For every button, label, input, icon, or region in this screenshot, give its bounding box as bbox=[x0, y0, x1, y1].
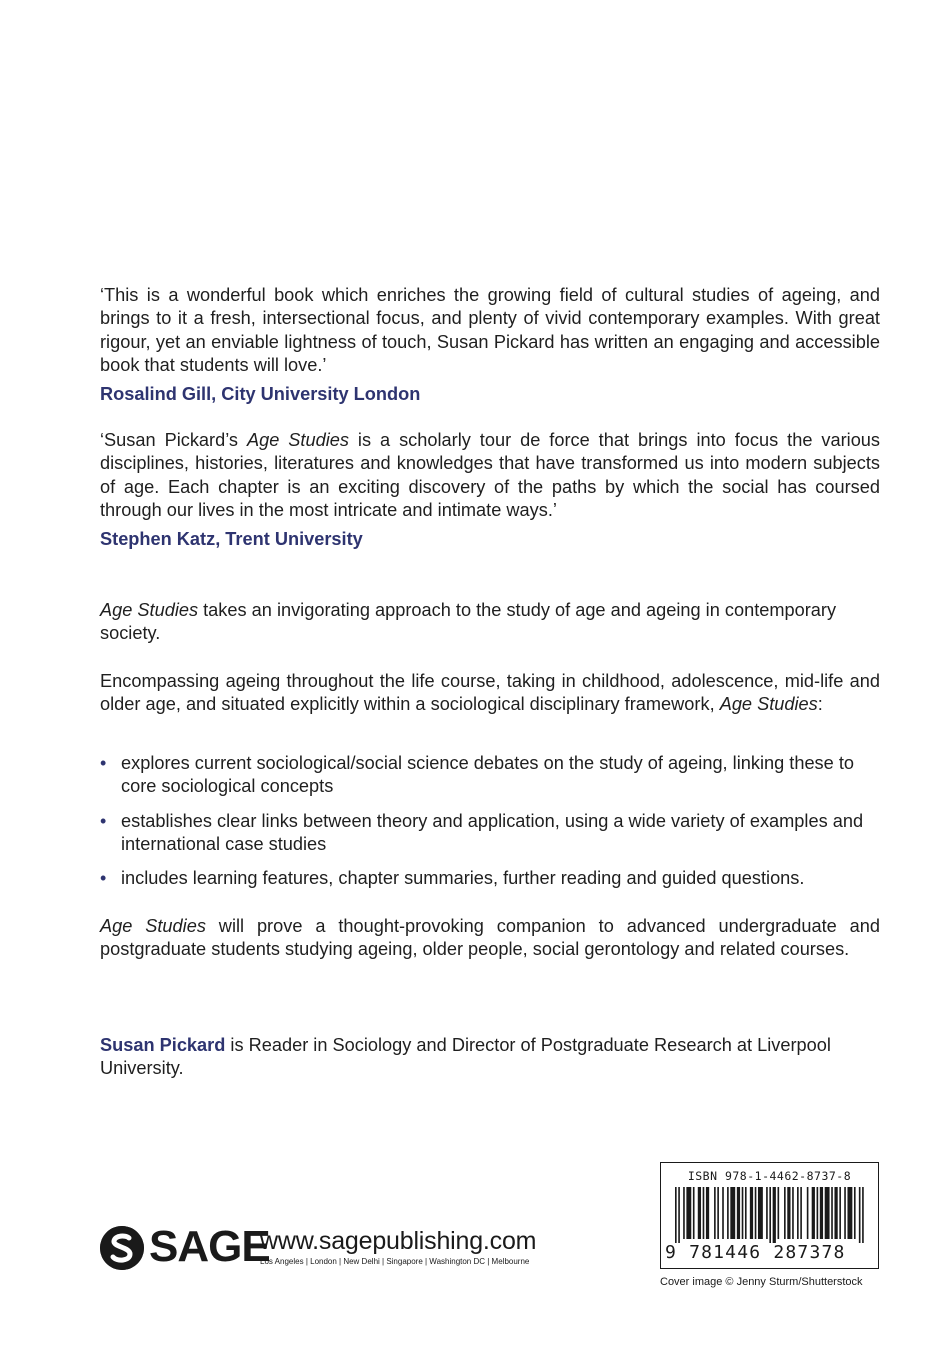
isbn-digits: 9 781446 287378 bbox=[665, 1242, 846, 1263]
quote-1-attribution: Rosalind Gill, City University London bbox=[100, 384, 421, 405]
barcode-bar bbox=[737, 1187, 740, 1239]
barcode-bar bbox=[773, 1187, 776, 1243]
quote-2-title: Age Studies bbox=[246, 430, 349, 450]
sage-wordmark: SAGE bbox=[149, 1222, 270, 1271]
endorsement-quote-2 bbox=[100, 429, 880, 551]
barcode-bar bbox=[844, 1187, 846, 1239]
quote-2-post: is a scholarly tour de force that brings into focus the various disciplines, histories, literatures and knowledges that have transformed us into modern subjects of age. Each chapter is an exciting discovery of the paths by which the social has coursed through our lives in the most intricate and intimate ways.’ bbox=[100, 430, 881, 520]
barcode-bar bbox=[742, 1187, 744, 1239]
barcode-bar bbox=[787, 1187, 790, 1239]
barcode-bar bbox=[769, 1187, 771, 1243]
barcode-bar bbox=[675, 1187, 677, 1243]
barcode-bar bbox=[730, 1187, 735, 1239]
barcode-bar bbox=[683, 1187, 685, 1239]
barcode-bar bbox=[703, 1187, 705, 1239]
barcode-bar bbox=[817, 1187, 819, 1239]
barcode-bar bbox=[839, 1187, 841, 1239]
quote-2-text bbox=[100, 429, 880, 522]
quote-1-text: ‘This is a wonderful book which enriches the growing field of cultural studies of ageing, and brings to it a fresh, intersectional focus, and plenty of vivid contemporary examples. With great rigour, yet an enviable lightness of touch, Susan Pickard has written an engaging and accessible book that students will love.’ bbox=[100, 285, 880, 375]
description-paragraph-1 bbox=[100, 599, 880, 646]
feature-list-item bbox=[100, 867, 880, 890]
bullet-icon: • bbox=[100, 810, 107, 831]
feature-text-3: includes learning features, chapter summaries, further reading and guided questions. bbox=[121, 868, 805, 889]
barcode-bar bbox=[831, 1187, 833, 1239]
isbn-label: ISBN 978-1-4462-8737-8 bbox=[687, 1169, 852, 1183]
barcode-bar bbox=[678, 1187, 680, 1243]
feature-list-item bbox=[100, 752, 880, 799]
barcode-bar bbox=[727, 1187, 729, 1239]
barcode-bar bbox=[766, 1187, 768, 1239]
barcode-bar bbox=[745, 1187, 747, 1239]
barcode-bars bbox=[675, 1187, 867, 1243]
desc-p1-title: Age Studies bbox=[100, 600, 199, 620]
barcode-bar bbox=[807, 1187, 809, 1239]
barcode-bar bbox=[854, 1187, 856, 1239]
desc-p2-colon: : bbox=[817, 694, 823, 715]
barcode-bar bbox=[812, 1187, 815, 1239]
feature-list-item bbox=[100, 810, 880, 857]
quote-2-attribution: Stephen Katz, Trent University bbox=[100, 529, 363, 550]
author-name: Susan Pickard bbox=[100, 1035, 226, 1055]
desc-p1-rest: takes an invigorating approach to the study of age and ageing in contemporary society. bbox=[100, 600, 837, 644]
bullet-icon: • bbox=[100, 868, 107, 889]
publisher-url[interactable]: www.sagepublishing.com bbox=[260, 1227, 537, 1255]
barcode-bar bbox=[859, 1187, 861, 1243]
desc-p3-rest: will prove a thought-provoking companion to advanced undergraduate and postgraduate students studying ageing, older people, social gerontology and related courses. bbox=[100, 916, 881, 960]
author-bio bbox=[100, 1034, 880, 1081]
barcode-bar bbox=[750, 1187, 753, 1239]
publisher-logo bbox=[100, 1222, 570, 1274]
barcode-bar bbox=[784, 1187, 786, 1239]
barcode-bar bbox=[686, 1187, 691, 1239]
barcode-bar bbox=[800, 1187, 802, 1239]
barcode-bar bbox=[706, 1187, 709, 1239]
barcode-bar bbox=[820, 1187, 823, 1239]
bullet-icon: • bbox=[100, 753, 107, 773]
description-paragraph-3 bbox=[100, 915, 880, 962]
barcode-bar bbox=[698, 1187, 701, 1239]
barcode-bar bbox=[834, 1187, 837, 1239]
barcode-bar bbox=[792, 1187, 794, 1239]
description-paragraph-2 bbox=[100, 670, 880, 717]
desc-p2-title: Age Studies bbox=[719, 694, 818, 715]
barcode-bar bbox=[862, 1187, 864, 1243]
barcode-bar bbox=[722, 1187, 724, 1239]
barcode-bar bbox=[778, 1187, 780, 1239]
barcode-bar bbox=[714, 1187, 716, 1239]
author-bio-text: is Reader in Sociology and Director of Postgraduate Research at Liverpool University. bbox=[100, 1035, 831, 1079]
feature-text-1: explores current sociological/social science debates on the study of ageing, linking these to core sociological concepts bbox=[121, 753, 854, 797]
desc-p3-title: Age Studies bbox=[100, 916, 206, 936]
barcode-bar bbox=[758, 1187, 763, 1239]
cover-credit: Cover image © Jenny Sturm/Shutterstock bbox=[660, 1276, 863, 1288]
barcode-bar bbox=[693, 1187, 695, 1239]
barcode-bar bbox=[797, 1187, 799, 1239]
barcode-bar bbox=[717, 1187, 719, 1239]
desc-p2-text: Encompassing ageing throughout the life course, taking in childhood, adolescence, mid-life and older age, and situated explicitly within a sociological disciplinary framework, bbox=[100, 671, 880, 715]
feature-list bbox=[100, 752, 880, 901]
publisher-cities: Los Angeles | London | New Delhi | Singapore | Washington DC | Melbourne bbox=[260, 1257, 530, 1266]
sage-s-icon bbox=[100, 1226, 144, 1270]
barcode-bar bbox=[755, 1187, 757, 1239]
barcode-bar bbox=[825, 1187, 830, 1239]
barcode-bar bbox=[847, 1187, 852, 1239]
endorsement-quote-1 bbox=[100, 284, 880, 406]
feature-text-2: establishes clear links between theory and application, using a wide variety of examples and international case studies bbox=[121, 810, 864, 854]
isbn-barcode bbox=[660, 1162, 879, 1269]
quote-2-pre: ‘Susan Pickard’s bbox=[100, 430, 247, 450]
